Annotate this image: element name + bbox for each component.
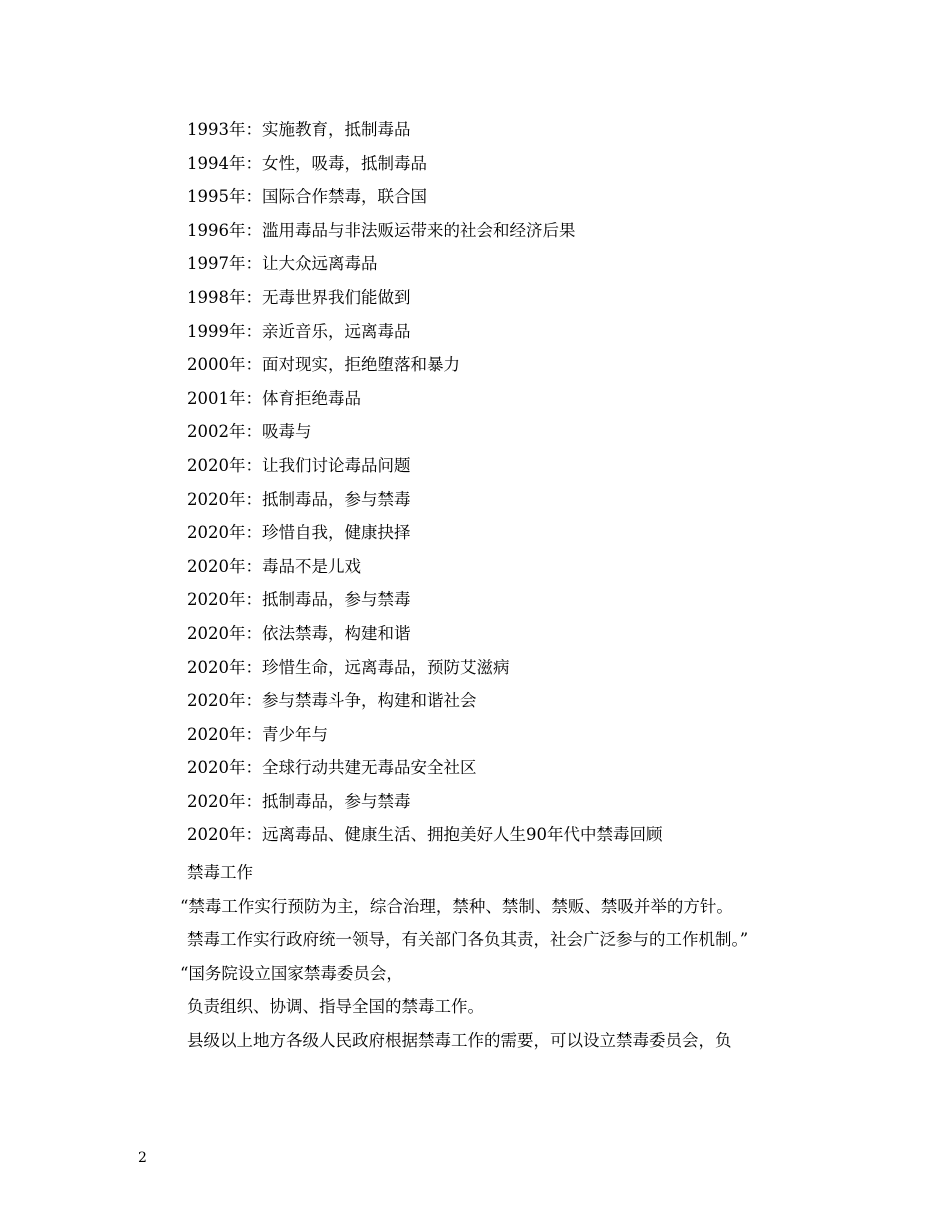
section-heading: 禁毒工作 bbox=[187, 863, 253, 882]
policy-quote-line: “禁毒工作实行预防为主，综合治理，禁种、禁制、禁贩、禁吸并举的方针。 bbox=[180, 896, 733, 916]
council-paragraph-line-2: 负责组织、协调、指导全国的禁毒工作。 bbox=[187, 997, 484, 1017]
theme-line-2020-e: 2020年：抵制毒品，参与禁毒 bbox=[187, 590, 411, 610]
theme-line-2020-f: 2020年：依法禁毒，构建和谐 bbox=[187, 623, 411, 643]
theme-line-1997: 1997年：让大众远离毒品 bbox=[187, 254, 378, 274]
theme-line-1995: 1995年：国际合作禁毒，联合国 bbox=[187, 187, 427, 207]
theme-line-2020-l: 2020年：远离毒品、健康生活、拥抱美好人生90年代中禁毒回顾 bbox=[187, 825, 663, 845]
page-number: 2 bbox=[138, 1150, 147, 1166]
theme-line-1994: 1994年：女性，吸毒，抵制毒品 bbox=[187, 153, 427, 173]
theme-line-1996: 1996年：滥用毒品与非法贩运带来的社会和经济后果 bbox=[187, 220, 576, 240]
local-government-paragraph: 县级以上地方各级人民政府根据禁毒工作的需要，可以设立禁毒委员会，负 bbox=[187, 1030, 732, 1050]
mechanism-paragraph: 禁毒工作实行政府统一领导，有关部门各负其责，社会广泛参与的工作机制。” bbox=[187, 930, 749, 950]
theme-line-2020-g: 2020年：珍惜生命，远离毒品，预防艾滋病 bbox=[187, 657, 510, 677]
theme-line-2020-i: 2020年：青少年与 bbox=[187, 724, 328, 744]
annual-theme-list bbox=[187, 118, 827, 857]
theme-line-2002: 2002年：吸毒与 bbox=[187, 422, 312, 442]
theme-line-2020-a: 2020年：让我们讨论毒品问题 bbox=[187, 455, 411, 475]
theme-line-1999: 1999年：亲近音乐，远离毒品 bbox=[187, 321, 411, 341]
theme-line-2020-c: 2020年：珍惜自我，健康抉择 bbox=[187, 523, 411, 543]
theme-line-2020-j: 2020年：全球行动共建无毒品安全社区 bbox=[187, 758, 477, 778]
anti-drug-work-section bbox=[140, 856, 830, 1058]
theme-line-1998: 1998年：无毒世界我们能做到 bbox=[187, 287, 411, 307]
theme-line-2020-d: 2020年：毒品不是儿戏 bbox=[187, 556, 361, 576]
council-paragraph-line-1: “国务院设立国家禁毒委员会， bbox=[180, 963, 403, 983]
theme-line-2020-h: 2020年：参与禁毒斗争，构建和谐社会 bbox=[187, 691, 477, 711]
theme-line-2001: 2001年：体育拒绝毒品 bbox=[187, 388, 361, 408]
theme-line-1993: 1993年：实施教育，抵制毒品 bbox=[187, 120, 411, 139]
theme-line-2020-b: 2020年：抵制毒品，参与禁毒 bbox=[187, 489, 411, 509]
theme-line-2000: 2000年：面对现实，拒绝堕落和暴力 bbox=[187, 355, 460, 375]
theme-line-2020-k: 2020年：抵制毒品，参与禁毒 bbox=[187, 791, 411, 811]
